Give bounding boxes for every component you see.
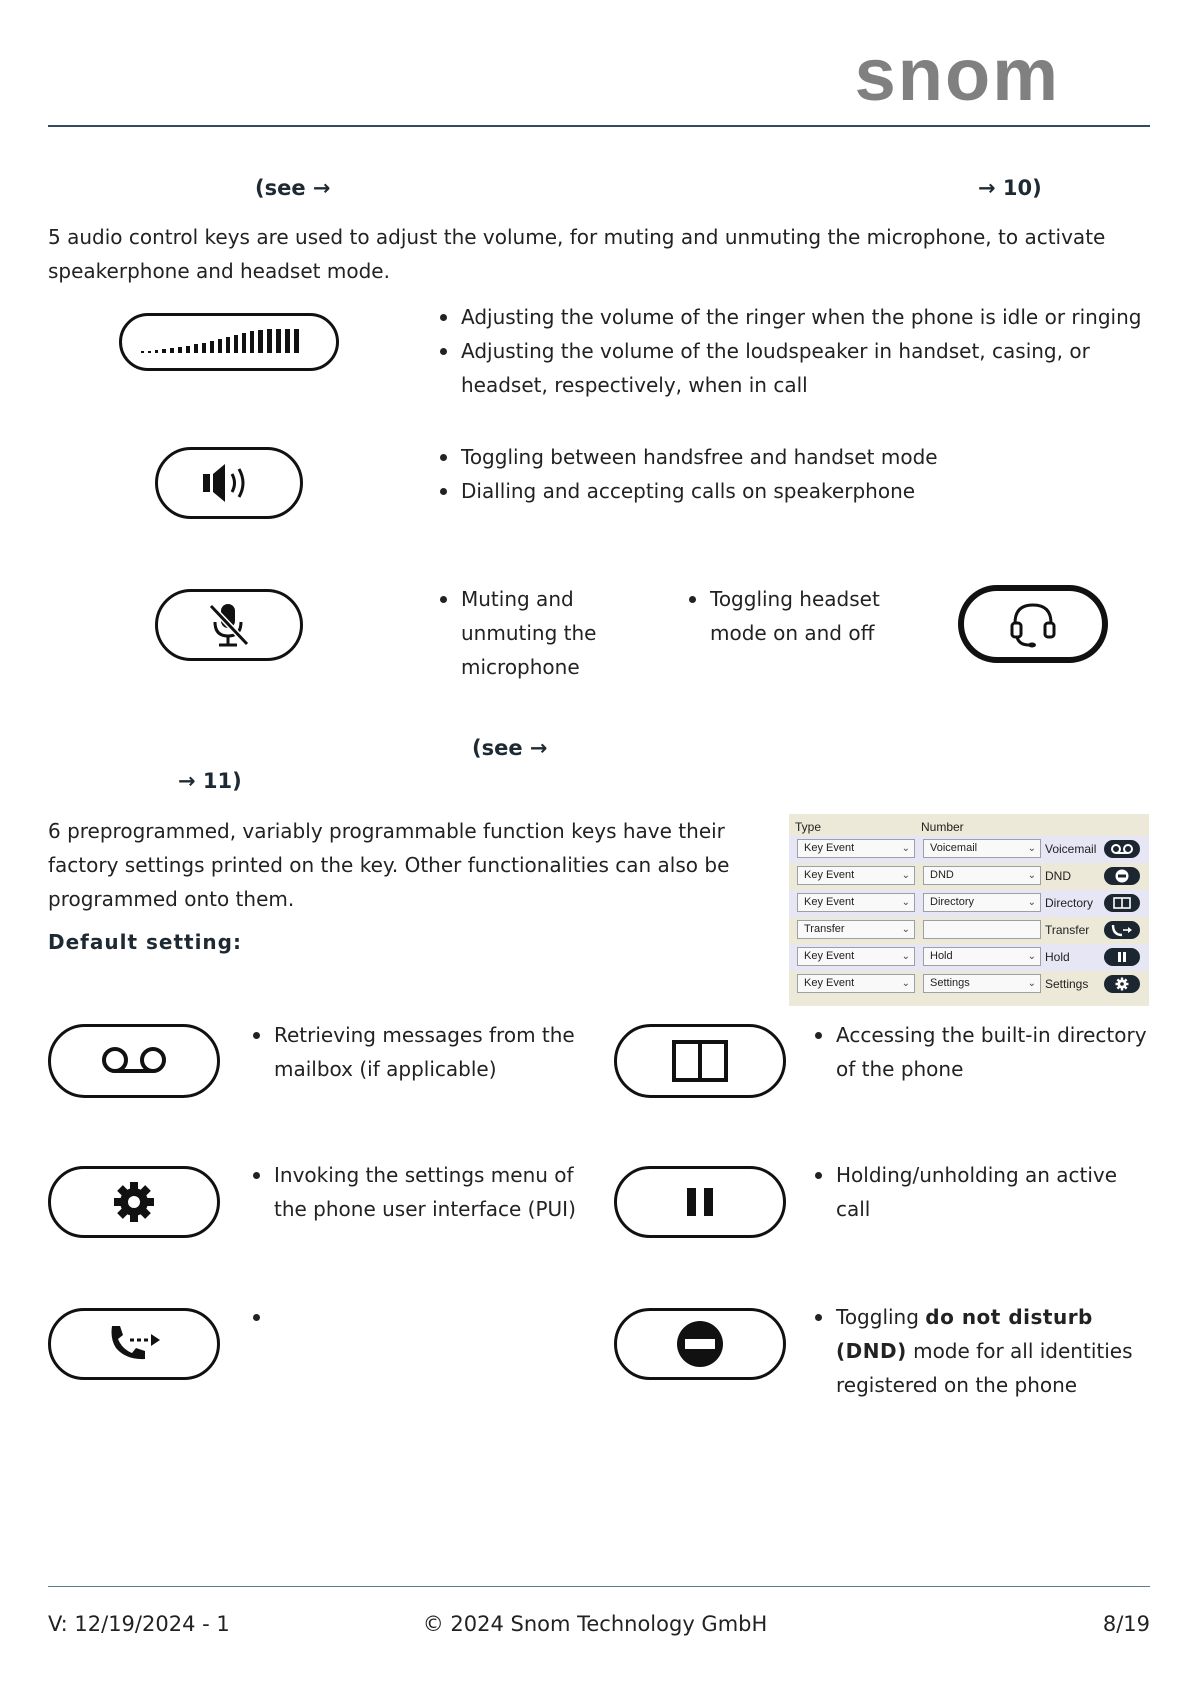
list-item: Dialling and accepting calls on speakerphone — [437, 474, 1147, 508]
chevron-down-icon: ⌄ — [901, 897, 910, 908]
audio-ref-close: → 10) — [978, 176, 1042, 200]
chevron-down-icon: ⌄ — [1027, 843, 1036, 854]
number-value: Directory — [930, 896, 975, 908]
chevron-down-icon: ⌄ — [1027, 897, 1036, 908]
header-divider — [48, 125, 1150, 127]
hold-bullets — [812, 1158, 1152, 1226]
key-label: Hold — [1045, 950, 1070, 964]
audio-intro: 5 audio control keys are used to adjust the volume, for muting and unmuting the microphone, to activate speakerphone and headset mode. — [48, 225, 1106, 283]
table-row — [789, 944, 1149, 971]
table-row — [789, 836, 1149, 863]
type-value: Key Event — [804, 896, 855, 908]
transfer-icon — [106, 1322, 162, 1366]
number-input[interactable] — [923, 920, 1041, 939]
chevron-down-icon: ⌄ — [901, 978, 910, 989]
settings-gear-icon — [112, 1180, 156, 1224]
function-key-settings-screenshot — [789, 814, 1149, 1006]
directory-icon — [671, 1039, 729, 1083]
volume-bullets — [437, 300, 1147, 402]
number-select[interactable] — [923, 974, 1041, 993]
audio-ref-open: (see → — [255, 176, 331, 200]
key-label: Transfer — [1045, 923, 1090, 937]
number-select[interactable] — [923, 839, 1041, 858]
headset-bullets — [686, 582, 906, 650]
list-item: Holding/unholding an active call — [812, 1158, 1152, 1226]
type-value: Key Event — [804, 842, 855, 854]
type-value: Key Event — [804, 869, 855, 881]
list-item: Retrieving messages from the mailbox (if applicable) — [250, 1018, 590, 1086]
voicemail-icon — [1104, 840, 1140, 858]
hold-icon — [1104, 948, 1140, 966]
default-setting-label: Default setting: — [48, 930, 242, 954]
footer-copyright: © 2024 Snom Technology GmbH — [422, 1612, 768, 1636]
speaker-icon — [201, 461, 257, 505]
hold-key — [614, 1166, 786, 1238]
settings-bullets — [250, 1158, 590, 1226]
settings-icon — [1104, 975, 1140, 993]
chevron-down-icon: ⌄ — [1027, 951, 1036, 962]
voicemail-bullets — [250, 1018, 590, 1086]
directory-bullets — [812, 1018, 1152, 1086]
volume-bars-icon — [139, 327, 319, 357]
voicemail-icon — [97, 1044, 171, 1078]
dnd-text-bold: do not disturb (DND) — [836, 1305, 1093, 1363]
number-value: Hold — [930, 950, 953, 962]
type-column-header: Type — [795, 820, 822, 834]
function-ref-close: → 11) — [178, 769, 242, 793]
list-item: Toggling between handsfree and handset mode — [437, 440, 1147, 474]
key-label: Voicemail — [1045, 842, 1097, 856]
list-item: Toggling headset mode on and off — [686, 582, 906, 650]
table-row — [789, 890, 1149, 917]
snom-logo: snom — [854, 33, 1060, 116]
list-item: Accessing the built-in directory of the phone — [812, 1018, 1152, 1086]
number-select[interactable] — [923, 947, 1041, 966]
number-select[interactable] — [923, 866, 1041, 885]
type-select[interactable] — [797, 866, 915, 885]
chevron-down-icon: ⌄ — [901, 870, 910, 881]
headset-key — [958, 585, 1108, 663]
dnd-icon — [1104, 867, 1140, 885]
list-item: Adjusting the volume of the loudspeaker in handset, casing, or headset, respectively, when in call — [437, 334, 1147, 402]
dnd-key — [614, 1308, 786, 1380]
number-column-header: Number — [921, 820, 964, 834]
chevron-down-icon: ⌄ — [901, 924, 910, 935]
list-item: Invoking the settings menu of the phone user interface (PUI) — [250, 1158, 590, 1226]
number-select[interactable] — [923, 893, 1041, 912]
table-row — [789, 917, 1149, 944]
table-row — [789, 971, 1149, 998]
list-item: Adjusting the volume of the ringer when the phone is idle or ringing — [437, 300, 1147, 334]
mute-key — [155, 589, 303, 661]
type-select[interactable] — [797, 947, 915, 966]
list-item — [812, 1300, 1152, 1402]
hold-icon — [684, 1185, 716, 1219]
type-value: Key Event — [804, 950, 855, 962]
dnd-bullets — [812, 1300, 1152, 1402]
transfer-icon — [1104, 921, 1140, 939]
do-not-disturb-icon — [676, 1320, 724, 1368]
table-row — [789, 863, 1149, 890]
directory-key — [614, 1024, 786, 1098]
chevron-down-icon: ⌄ — [901, 951, 910, 962]
mute-bullets — [437, 582, 637, 684]
type-value: Transfer — [804, 923, 845, 935]
list-item: Muting and unmuting the microphone — [437, 582, 637, 684]
dnd-text-suffix: mode for all identities registered on the phone — [836, 1339, 1133, 1397]
function-ref-open: (see → — [472, 736, 548, 760]
key-label: DND — [1045, 869, 1071, 883]
speaker-key — [155, 447, 303, 519]
settings-key — [48, 1166, 220, 1238]
chevron-down-icon: ⌄ — [901, 843, 910, 854]
transfer-key — [48, 1308, 220, 1380]
type-select[interactable] — [797, 920, 915, 939]
number-value: DND — [930, 869, 954, 881]
function-intro: 6 preprogrammed, variably programmable function keys have their factory settings printed on the key. Other functionalities can also be programmed onto them. — [48, 819, 730, 911]
dnd-text-prefix: Toggling — [836, 1305, 926, 1329]
type-select[interactable] — [797, 974, 915, 993]
type-select[interactable] — [797, 893, 915, 912]
number-value: Voicemail — [930, 842, 978, 854]
volume-key — [119, 313, 339, 371]
chevron-down-icon: ⌄ — [1027, 978, 1036, 989]
voicemail-key — [48, 1024, 220, 1098]
number-value: Settings — [930, 977, 970, 989]
footer-version: V: 12/19/2024 - 1 — [48, 1612, 230, 1636]
mic-off-icon — [205, 600, 253, 650]
type-select[interactable] — [797, 839, 915, 858]
key-label: Directory — [1045, 896, 1094, 910]
footer-divider — [48, 1586, 1150, 1587]
type-value: Key Event — [804, 977, 855, 989]
directory-icon — [1104, 894, 1140, 912]
headset-icon — [1007, 599, 1059, 649]
key-label: Settings — [1045, 977, 1089, 991]
footer-page-number: 8/19 — [1102, 1612, 1150, 1636]
speaker-bullets — [437, 440, 1147, 508]
chevron-down-icon: ⌄ — [1027, 870, 1036, 881]
